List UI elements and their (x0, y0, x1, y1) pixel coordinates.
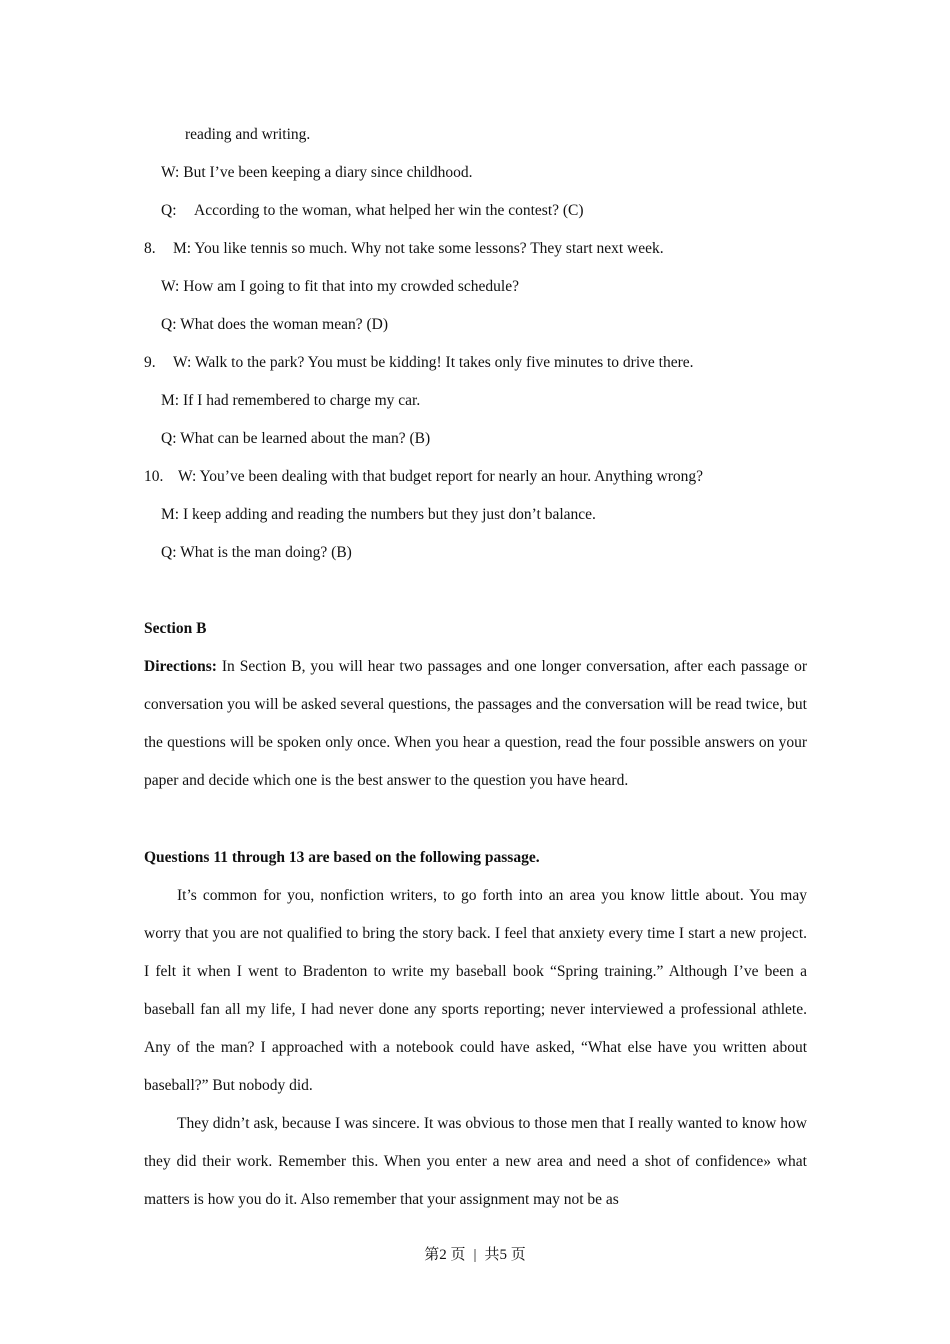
question-line: Q: What can be learned about the man? (B) (161, 430, 431, 447)
dialogue-line: W: How am I going to fit that into my crowded schedule? (161, 278, 519, 295)
item-number: 10. (144, 468, 164, 485)
question-line (161, 201, 584, 221)
page-footer (0, 1245, 950, 1265)
question-line: Q: What is the man doing? (B) (161, 544, 352, 561)
questions-heading: Questions 11 through 13 are based on the following passage. (144, 849, 540, 866)
question-line: Q: What does the woman mean? (D) (161, 316, 388, 333)
footer-separator: | (473, 1247, 477, 1263)
item-number: 8. (144, 240, 156, 257)
item-text: W: You’ve been dealing with that budget report for nearly an hour. Anything wrong? (178, 468, 704, 485)
item-10 (144, 467, 703, 487)
passage-paragraph: They didn’t ask, because I was sincere. It was obvious to those men that I really wanted to know how they did their work. Remember this. When you enter a new area and need a shot of confidence» what matters is how you do it. Also remember that your assignment may not be as (144, 1115, 807, 1208)
dialogue-line: M: I keep adding and reading the numbers but they just don’t balance. (161, 506, 596, 523)
item-text: W: Walk to the park? You must be kidding! It takes only five minutes to drive there. (173, 354, 694, 371)
passage-paragraph: It’s common for you, nonfiction writers, to go forth into an area you know little about. You may worry that you are not qualified to bring the story back. I feel that anxiety every time I start a new project. I felt it when I went to Bradenton to write my baseball book “Spring training.” Although I’ve been a baseball fan all my life, I had never done any sports reporting; never interviewed a professional athlete. Any of the man? I approached with a notebook could have asked, “What else have you written about baseball?” But nobody did. (144, 887, 807, 1094)
item-text: M: You like tennis so much. Why not take some lessons? They start next week. (173, 240, 664, 257)
page-number: 第2 页 (424, 1247, 466, 1263)
question-text: According to the woman, what helped her win the contest? (C) (194, 202, 584, 219)
question-label: Q: (161, 202, 177, 219)
dialogue-line: W: But I’ve been keeping a diary since childhood. (161, 164, 473, 181)
dialogue-line: M: If I had remembered to charge my car. (161, 392, 421, 409)
item-8 (144, 239, 664, 259)
directions-paragraph (144, 648, 807, 800)
item-9 (144, 353, 694, 373)
directions-label: Directions: (144, 658, 217, 675)
item-number: 9. (144, 354, 156, 371)
section-title: Section B (144, 620, 207, 637)
total-pages: 共5 页 (484, 1247, 526, 1263)
directions-text: In Section B, you will hear two passages and one longer conversation, after each passage or conversation you will be asked several questions, the passages and the conversation will be read twice, but the questions will be spoken only once. When you hear a question, read the four possible answers on your paper and decide which one is the best answer to the question you have heard. (144, 658, 807, 789)
dialogue-line: reading and writing. (185, 126, 311, 143)
